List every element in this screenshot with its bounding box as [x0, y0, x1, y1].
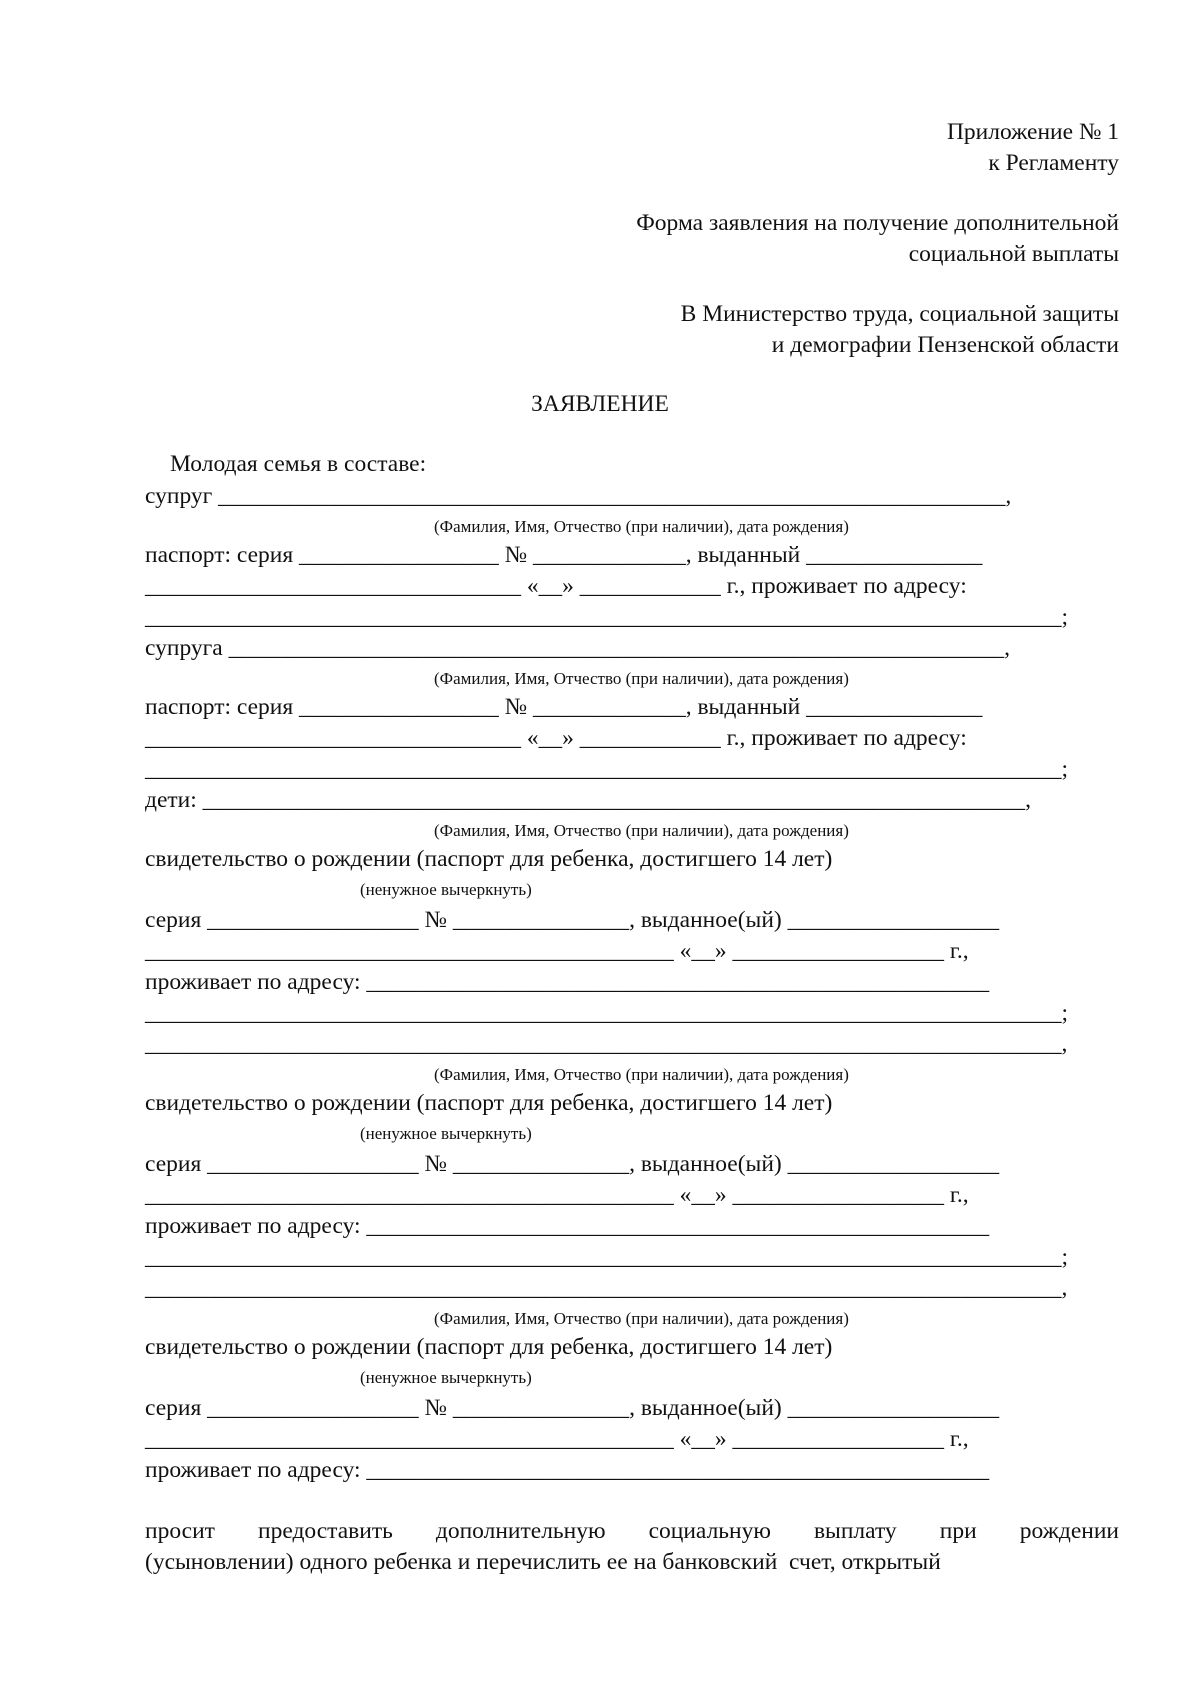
husband-passport-line: паспорт: серия _________________ № _____________, выданный _______________	[145, 542, 983, 568]
child-1-caption: (Фамилия, Имя, Отчество (при наличии), дата рождения)	[434, 821, 849, 840]
wife-name-line: супруга __________________________________________________________________,	[145, 635, 1010, 661]
child-1-cert-line: свидетельство о рождении (паспорт для ребенка, достигшего 14 лет)	[145, 846, 833, 872]
child-2-series-line: серия __________________ № _______________, выданное(ый) __________________	[145, 1151, 1000, 1177]
husband-name-line: супруг ___________________________________________________________________,	[145, 483, 1012, 509]
form-title-line-2: социальной выплаты	[908, 241, 1119, 267]
child-1-issued-line: _____________________________________________ «__» __________________ г.,	[145, 938, 969, 964]
child-2-strike-note: (ненужное вычеркнуть)	[360, 1124, 532, 1143]
child-3-address-line: проживает по адресу: _____________________________________________________	[145, 1457, 990, 1483]
child-2-cert-line: свидетельство о рождении (паспорт для ребенка, достигшего 14 лет)	[145, 1090, 833, 1116]
wife-caption: (Фамилия, Имя, Отчество (при наличии), дата рождения)	[434, 669, 849, 688]
wife-address-line: ______________________________________________________________________________;	[145, 756, 1069, 782]
husband-issued-line: ________________________________ «__» ____________ г., проживает по адресу:	[145, 573, 967, 599]
child-3-cert-line: свидетельство о рождении (паспорт для ребенка, достигшего 14 лет)	[145, 1334, 833, 1360]
child-2-blank-line-1: ______________________________________________________________________________;	[145, 1244, 1069, 1270]
request-line-2: (усыновлении) одного ребенка и перечислить ее на банковский счет, открытый	[145, 1549, 941, 1575]
child-1-blank-line-2: ______________________________________________________________________________,	[145, 1031, 1068, 1057]
form-title-line-1: Форма заявления на получение дополнительной	[636, 210, 1119, 236]
addressee-line-2: и демографии Пензенской области	[771, 332, 1119, 358]
children-label-line: дети: ______________________________________________________________________,	[145, 787, 1032, 813]
child-2-address-line: проживает по адресу: _____________________________________________________	[145, 1213, 990, 1239]
intro-text: Молодая семья в составе:	[170, 451, 427, 477]
child-1-address-line: проживает по адресу: _____________________________________________________	[145, 969, 990, 995]
wife-issued-line: ________________________________ «__» ____________ г., проживает по адресу:	[145, 725, 967, 751]
addressee-line-1: В Министерство труда, социальной защиты	[680, 301, 1119, 327]
document-title: ЗАЯВЛЕНИЕ	[531, 391, 669, 417]
child-2-blank-line-2: ______________________________________________________________________________,	[145, 1275, 1068, 1301]
child-1-strike-note: (ненужное вычеркнуть)	[360, 880, 532, 899]
child-3-issued-line: _____________________________________________ «__» __________________ г.,	[145, 1426, 969, 1452]
child-3-series-line: серия __________________ № _______________, выданное(ый) __________________	[145, 1395, 1000, 1421]
reglament-ref: к Регламенту	[988, 150, 1119, 176]
child-2-caption: (Фамилия, Имя, Отчество (при наличии), дата рождения)	[434, 1065, 849, 1084]
child-3-caption: (Фамилия, Имя, Отчество (при наличии), дата рождения)	[434, 1309, 849, 1328]
child-1-series-line: серия __________________ № _______________, выданное(ый) __________________	[145, 907, 1000, 933]
child-3-strike-note: (ненужное вычеркнуть)	[360, 1368, 532, 1387]
appendix-number: Приложение № 1	[946, 119, 1119, 145]
wife-passport-line: паспорт: серия _________________ № _____________, выданный _______________	[145, 694, 983, 720]
request-line-1: просит предоставить дополнительную социальную выплату при рождении	[145, 1518, 1119, 1544]
child-1-blank-line-1: ______________________________________________________________________________;	[145, 1000, 1069, 1026]
child-2-issued-line: _____________________________________________ «__» __________________ г.,	[145, 1182, 969, 1208]
husband-caption: (Фамилия, Имя, Отчество (при наличии), дата рождения)	[434, 517, 849, 536]
husband-address-line: ______________________________________________________________________________;	[145, 604, 1069, 630]
